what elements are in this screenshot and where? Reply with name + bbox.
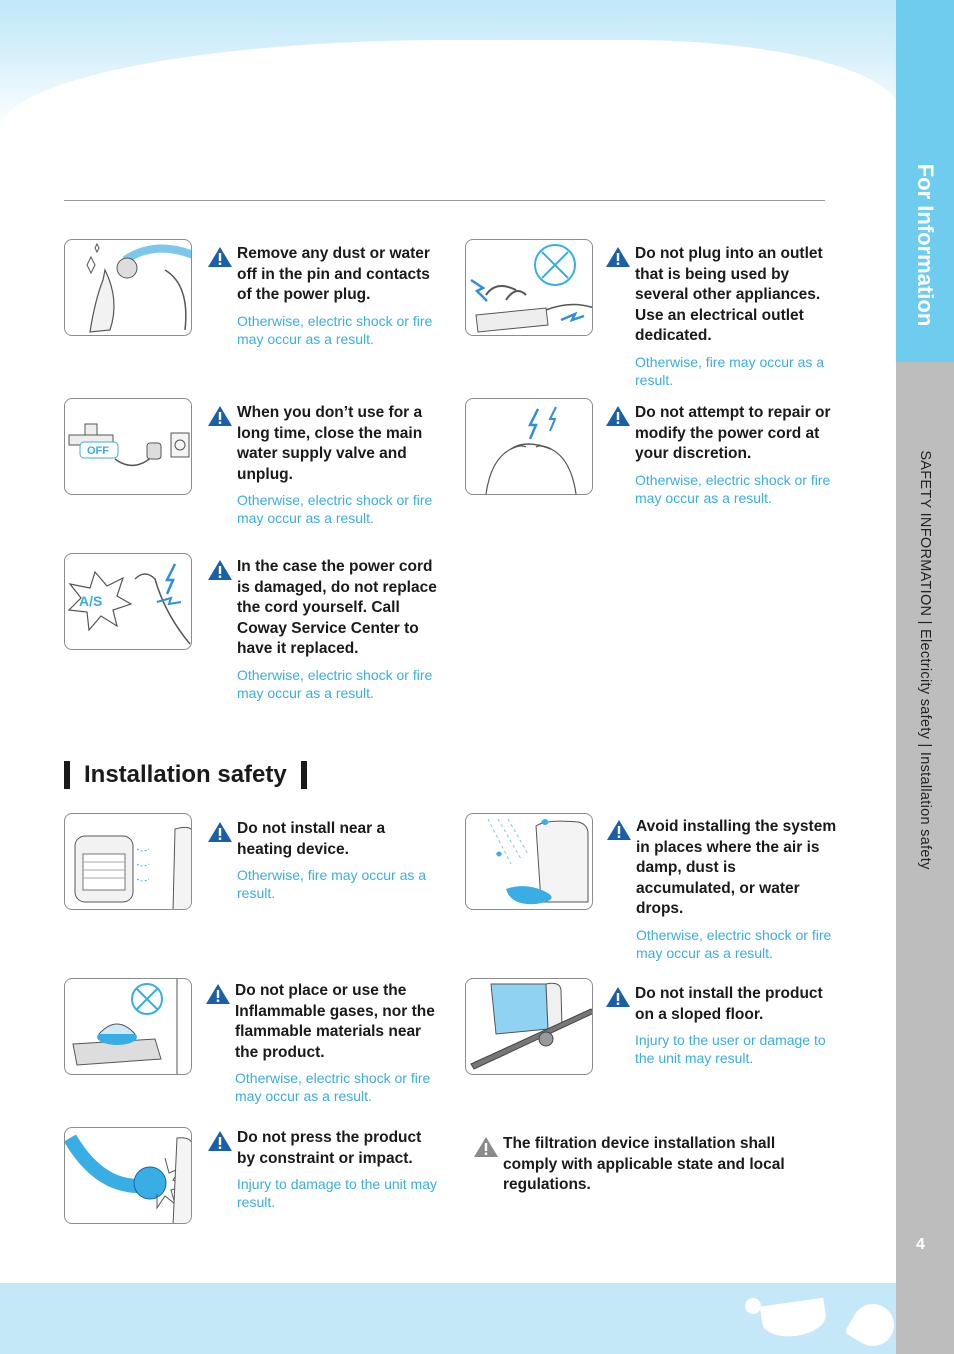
item-title: The filtration device installation shall comply with applicable state and local regulations. (503, 1135, 785, 1193)
water-drops-illustration (465, 813, 593, 910)
impact-illustration (64, 1127, 192, 1224)
item-title: Do not install near a heating device. (237, 820, 386, 858)
side-tab-breadcrumb: SAFETY INFORMATION | Electricity safety | Installation safety (917, 450, 933, 870)
warning-icon (207, 559, 233, 581)
item-note: Otherwise, electric shock or fire may occur as a result. (635, 471, 831, 506)
sloped-floor-illustration (465, 978, 593, 1075)
side-tab-title: For Information (913, 163, 938, 327)
valve-off-unplug-illustration (64, 398, 192, 495)
electricity-item (207, 557, 442, 702)
off-label: OFF (87, 445, 109, 457)
section-title: Installation safety (84, 761, 287, 788)
item-note: Otherwise, electric shock or fire may occur as a result. (235, 1070, 431, 1104)
section-heading (64, 760, 307, 790)
item-title: Avoid installing the system in places where the air is damp, dust is accumulated, or water drops. (636, 818, 837, 917)
installation-item (207, 1128, 442, 1211)
page-number: 4 (916, 1236, 925, 1253)
item-title: Do not attempt to repair or modify the power cord at your discretion. (635, 404, 831, 462)
overloaded-power-strip-illustration (465, 239, 593, 336)
electricity-item (605, 244, 837, 389)
item-title: Do not press the product by constraint or impact. (237, 1129, 422, 1167)
electricity-item (605, 403, 837, 507)
header-rule (64, 200, 825, 201)
as-label: A/S (79, 593, 103, 609)
damaged-cord-illustration (64, 553, 192, 650)
water-drop-decoration (745, 1298, 761, 1314)
item-title: Do not install the product on a sloped floor. (635, 985, 823, 1023)
electricity-item (207, 403, 442, 527)
item-note: Otherwise, electric shock or fire may occur as a result. (237, 492, 433, 526)
item-note: Otherwise, fire may occur as a result. (635, 353, 825, 388)
installation-item (205, 981, 440, 1105)
installation-item (207, 819, 442, 902)
item-note: Otherwise, electric shock or fire may occur as a result. (237, 312, 433, 347)
gas-stove-illustration (64, 978, 192, 1075)
item-note: Otherwise, electric shock or fire may occur as a result. (237, 666, 433, 701)
warning-icon (605, 246, 631, 268)
heading-bar-left (64, 761, 70, 789)
warning-icon (207, 246, 233, 268)
heading-bar-right (301, 761, 307, 789)
item-title: When you don’t use for a long time, close the main water supply valve and unplug. (237, 404, 423, 483)
electricity-item (207, 244, 442, 348)
item-note: Otherwise, fire may occur as a result. (237, 867, 427, 901)
cleaning-plug-illustration (64, 239, 192, 336)
installation-item (605, 984, 837, 1067)
warning-icon (605, 986, 631, 1008)
item-title: Do not plug into an outlet that is being used by several other appliances. Use an electrical outlet dedicated. (635, 245, 823, 344)
warning-icon (205, 983, 231, 1005)
warning-icon (207, 821, 233, 843)
warning-icon (606, 819, 632, 841)
warning-icon (207, 1130, 233, 1152)
item-note: Injury to the user or damage to the unit may result. (635, 1032, 826, 1066)
item-note: Otherwise, electric shock or fire may occur as a result. (636, 926, 832, 961)
installation-item (606, 817, 838, 962)
item-title: Remove any dust or water off in the pin and contacts of the power plug. (237, 245, 430, 303)
warning-icon (473, 1136, 499, 1158)
heater-illustration (64, 813, 192, 910)
item-title: Do not place or use the Inflammable gases, nor the flammable materials near the product. (235, 982, 435, 1061)
installation-item-regulations (473, 1134, 793, 1196)
warning-icon (207, 405, 233, 427)
warning-icon (605, 405, 631, 427)
item-note: Injury to damage to the unit may result. (237, 1176, 437, 1210)
cord-repair-illustration (465, 398, 593, 495)
item-title: In the case the power cord is damaged, do not replace the cord yourself. Call Coway Service Center to have it replaced. (237, 558, 437, 657)
